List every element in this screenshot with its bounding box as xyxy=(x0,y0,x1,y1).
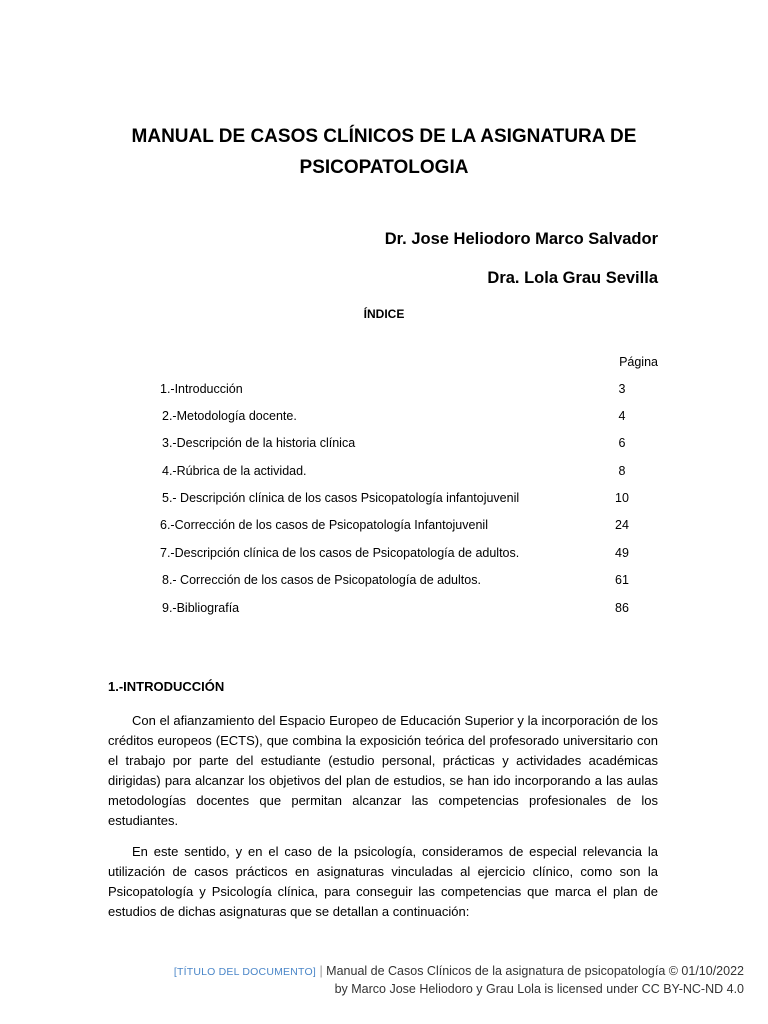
toc-entry-page: 24 xyxy=(615,518,629,532)
author-1: Dr. Jose Heliodoro Marco Salvador xyxy=(384,230,658,248)
toc-entry-page: 6 xyxy=(618,436,626,450)
document-title xyxy=(0,121,768,183)
footer-license-text: by Marco Jose Heliodoro y Grau Lola is licensed under CC BY-NC-ND 4.0 xyxy=(334,982,744,996)
toc-entry xyxy=(0,518,768,536)
toc-entry-page: 8 xyxy=(618,464,626,478)
toc-entry xyxy=(0,464,768,482)
index-heading: ÍNDICE xyxy=(363,307,405,321)
toc-entry xyxy=(0,382,768,400)
author-2: Dra. Lola Grau Sevilla xyxy=(487,269,658,287)
toc-entry-page: 3 xyxy=(618,382,626,396)
toc-entry-label: 1.-Introducción xyxy=(160,382,243,396)
toc-entry-label: 6.-Corrección de los casos de Psicopatología Infantojuvenil xyxy=(160,518,488,532)
toc-entry xyxy=(0,436,768,454)
page-footer xyxy=(174,963,744,998)
toc-entry-label: 8.- Corrección de los casos de Psicopatología de adultos. xyxy=(162,573,481,587)
toc-entry-label: 4.-Rúbrica de la actividad. xyxy=(162,464,307,478)
body-paragraph: En este sentido, y en el caso de la psicología, consideramos de especial relevancia la utilización de casos prácticos en asignaturas vinculadas al ejercicio clínico, como son la Psicopatología y Psicología clínica, para conseguir las competencias que marca el plan de estudios de dichas asignaturas que se detallan a continuación: xyxy=(108,844,658,919)
toc-entry-page: 10 xyxy=(615,491,629,505)
footer-document-title-field: [TÍTULO DEL DOCUMENTO] xyxy=(173,966,316,978)
section-heading-introduccion: 1.-INTRODUCCIÓN xyxy=(108,679,225,694)
index-page-column-label: Página xyxy=(619,355,658,369)
toc-entry xyxy=(0,573,768,591)
document-title-line-1: MANUAL DE CASOS CLÍNICOS DE LA ASIGNATURA DE xyxy=(131,126,637,147)
toc-entry-label: 9.-Bibliografía xyxy=(162,601,240,615)
toc-entry xyxy=(0,546,768,564)
toc-entry xyxy=(0,601,768,619)
toc-entry xyxy=(0,491,768,509)
toc-entry-label: 2.-Metodología docente. xyxy=(162,409,297,423)
document-title-line-2: PSICOPATOLOGIA xyxy=(299,157,469,178)
toc-entry-page: 86 xyxy=(615,601,629,615)
footer-line-1 xyxy=(174,963,744,981)
toc-entry xyxy=(0,409,768,427)
footer-separator: | xyxy=(319,964,323,978)
footer-copyright-text: Manual de Casos Clínicos de la asignatura de psicopatología © 01/10/2022 xyxy=(326,964,744,978)
toc-entry-page: 61 xyxy=(615,573,629,587)
toc-entry-label: 3.-Descripción de la historia clínica xyxy=(162,436,356,450)
toc-entry-label: 5.- Descripción clínica de los casos Psicopatología infantojuvenil xyxy=(162,491,520,505)
toc-entry-page: 49 xyxy=(615,546,629,560)
body-paragraph: Con el afianzamiento del Espacio Europeo de Educación Superior y la incorporación de los créditos europeos (ECTS), que combina la exposición teórica del profesorado universitario con el trabajo por parte del estudiante (estudio personal, prácticas y actividades académicas dirigidas) para alcanzar los objetivos del plan de estudios, se han ido incorporando a las aulas metodologías docentes que permitan alcanzar las competencias profesionales de los estudiantes. xyxy=(108,713,658,828)
toc-entry-page: 4 xyxy=(618,409,626,423)
toc-entry-label: 7.-Descripción clínica de los casos de Psicopatología de adultos. xyxy=(160,546,520,560)
